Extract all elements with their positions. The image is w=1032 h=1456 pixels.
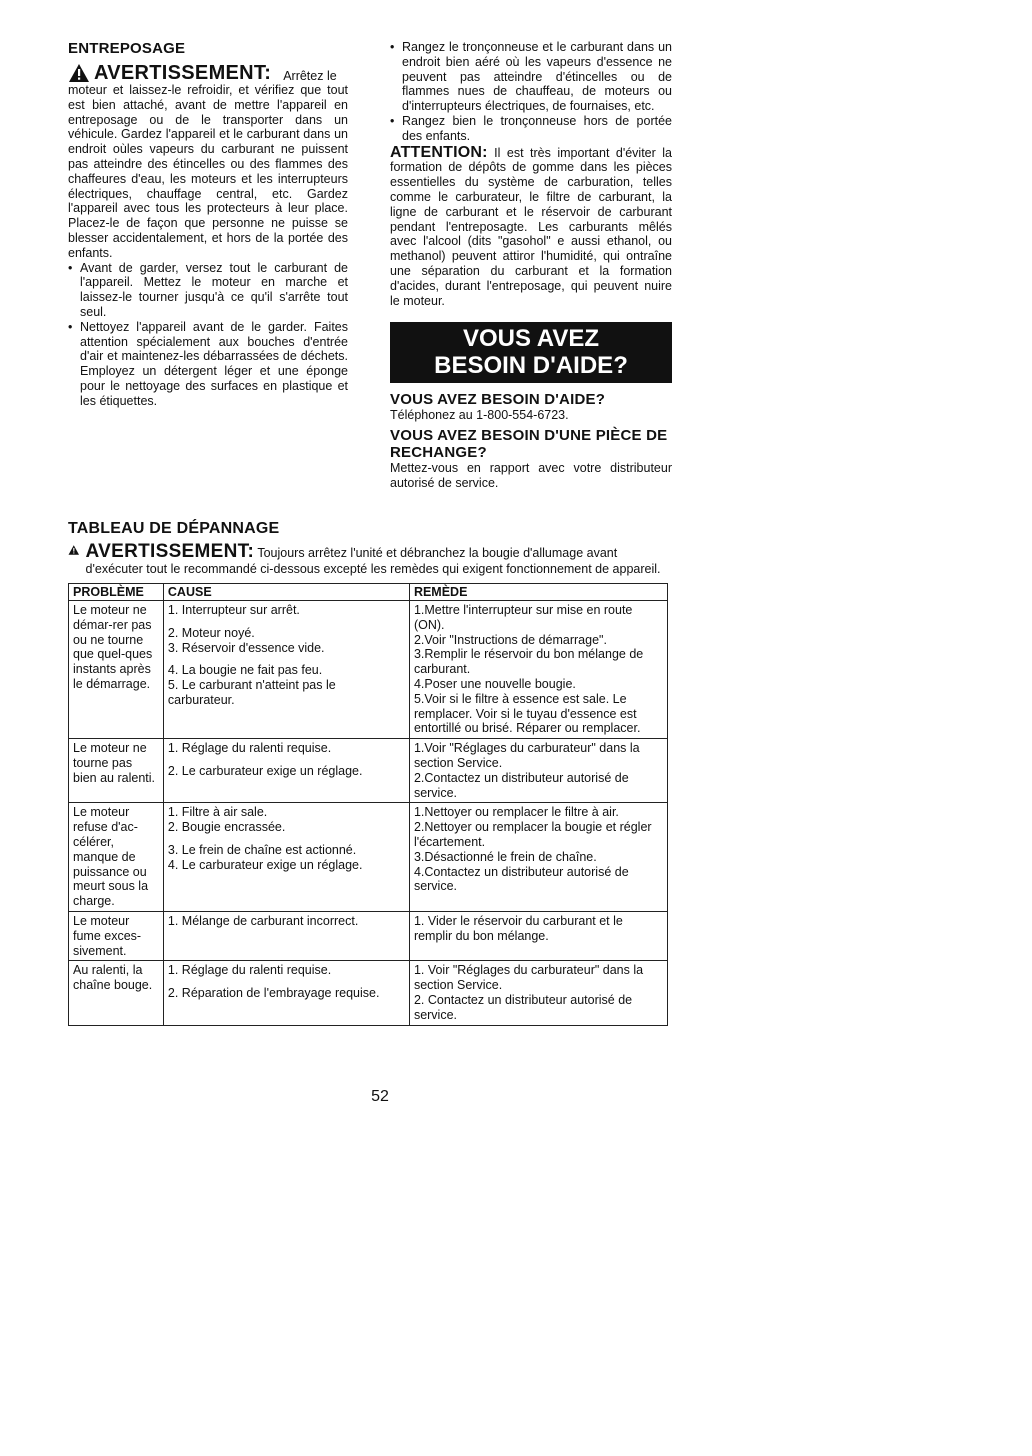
remedy-cell [409, 803, 667, 912]
help-phone: Téléphonez au 1-800-554-6723. [390, 408, 569, 423]
troubleshooting-warning [68, 542, 668, 577]
cause-item: 3. Le frein de chaîne est actionné. [167, 842, 357, 857]
troubleshooting-warning-text: Toujours arrêtez l'unité et débranchez la bougie d'allumage avant d'exécuter tout le recommandé ci-dessous excepté les remèdes qui exigent fonctionnement de appareil. [85, 546, 661, 576]
right-bullet: • Rangez bien le tronçonneuse hors de portée des enfants. [390, 114, 672, 144]
parts-text: Mettez-vous en rapport avec votre distributeur autorisé de service. [390, 461, 672, 490]
troubleshooting-table [68, 583, 668, 1026]
table-row [69, 961, 668, 1025]
remedy-item: 3.Remplir le réservoir du bon mélange de carburant. [413, 647, 644, 677]
cause-item: 2. Le carburateur exige un réglage. [167, 763, 363, 778]
problem-cell: Le moteur ne démar-rer pas ou ne tourne que quel-ques instants après le démarrage. [69, 601, 164, 739]
warning-triangle-icon [68, 540, 80, 560]
right-column [390, 40, 672, 495]
cause-item: 1. Mélange de carburant incorrect. [167, 913, 359, 928]
remedy-item: 1.Mettre l'interrupteur sur mise en route (ON). [413, 603, 633, 632]
storage-warning-start: Arrêtez le [283, 69, 337, 83]
storage-warning-text: moteur et laissez-le refroidir, et vérifiez que tout est bien attaché, avant de mettre l'appareil en entreposage ou de le transporter dans un véhicule. Gardez l'appareil et le carburant dans un endroit oùles vapeurs du carburant ne puissent pas atteindre des étincelles ou des flammes des chaffeures d'eau, les moteurs et les interrupteurs électriques, chauffage central, etc. Gardez l'appareil avec tous les protecteurs à leur place. Placez-le de façon que personne ne puisse se blesser accidentalement, et hors de la portée des enfants. [68, 83, 348, 260]
cause-item: 1. Filtre à air sale. [167, 805, 268, 820]
header-remedy: REMÈDE [409, 584, 667, 601]
attention-text: Il est très important d'éviter la formation de dépôts de gomme dans les pièces essentielles du système de carburation, telles comme le carburateur, le filtre de carburant, la ligne de carburant et le réservoir de carburant pendant l'entreposagte. Les carburants mêlés avec l'alcool (dits "gasohol" e aussi ethanol, ou methanol) peuvent attiror l'humidité, qui ontraîne une séparation du carburant et la formation d'acides, durant l'entreposage, qui peuvent nuire le moteur. [390, 145, 672, 308]
cause-item: 2. Réparation de l'embrayage requise. [167, 986, 380, 1001]
remedy-cell [409, 911, 667, 960]
storage-title: ENTREPOSAGE [68, 40, 186, 57]
cause-item: 5. Le carburant n'atteint pas le carburateur. [167, 678, 336, 707]
remedy-cell [409, 961, 667, 1025]
cause-item: 1. Réglage du ralenti requise. [167, 963, 332, 978]
cause-item: 4. La bougie ne fait pas feu. [167, 663, 323, 678]
storage-bullets [68, 261, 348, 409]
attention-paragraph [390, 143, 672, 309]
remedy-item: 4.Contactez un distributeur autorisé de service. [413, 864, 629, 894]
remedy-item: 1.Voir "Réglages du carburateur" dans la section Service. [413, 741, 640, 770]
storage-bullet: • Avant de garder, versez tout le carburant de l'appareil. Mettez le moteur en marche et laissez-le tourner jusqu'à ce qu'il s'arrête tout seul. [68, 261, 348, 320]
cause-cell [163, 961, 409, 1025]
troubleshooting-section [68, 520, 668, 1026]
header-cause: CAUSE [163, 584, 409, 601]
table-row [69, 739, 668, 803]
problem-cell: Au ralenti, la chaîne bouge. [69, 961, 164, 1025]
troubleshooting-warning-word: AVERTISSEMENT: [85, 541, 255, 562]
storage-warning-line [68, 63, 348, 83]
cause-item: 2. Bougie encrassée. [167, 820, 286, 835]
cause-cell [163, 739, 409, 803]
table-row [69, 911, 668, 960]
storage-bullet: • Nettoyez l'appareil avant de le garder. Faites attention spécialement aux bouches d'entrée d'air et maintenez-les débarrassées de déchets. Employez un détergent léger et une éponge pour le nettoyage des surfaces en plastique et les étiquettes. [68, 320, 348, 409]
page-number: 52 [371, 1088, 389, 1105]
cause-item: 1. Réglage du ralenti requise. [167, 741, 332, 756]
remedy-item: 2. Contactez un distributeur autorisé de service. [413, 992, 633, 1022]
help-banner [390, 322, 672, 383]
remedy-cell [409, 739, 667, 803]
table-row [69, 803, 668, 912]
table-header-row [69, 584, 668, 601]
right-bullet: • Rangez le tronçonneuse et le carburant dans un endroit bien aéré où les vapeurs d'essence ne peuvent pas atteindre d'étincelles ou de flammes nues de chauffeau, de moteurs ou d'interrupteurs électriques, de fournaises, etc. [390, 40, 672, 114]
cause-cell [163, 911, 409, 960]
cause-cell [163, 601, 409, 739]
cause-item: 4. Le carburateur exige un réglage. [167, 857, 363, 872]
troubleshooting-title: TABLEAU DE DÉPANNAGE [68, 520, 280, 537]
storage-warning-word: AVERTISSEMENT: [94, 62, 272, 84]
remedy-item: 2.Voir "Instructions de démarrage". [413, 632, 607, 647]
cause-item: 3. Réservoir d'essence vide. [167, 640, 325, 655]
storage-section [68, 40, 348, 409]
remedy-item: 4.Poser une nouvelle bougie. [413, 676, 576, 691]
cause-item: 1. Interrupteur sur arrêt. [167, 603, 300, 617]
remedy-item: 2.Nettoyer ou remplacer la bougie et régler l'écartement. [413, 820, 652, 849]
remedy-cell [409, 601, 667, 739]
remedy-item: 2.Contactez un distributeur autorisé de service. [413, 770, 629, 800]
help-banner-line2: BESOIN D'AIDE? [434, 352, 628, 380]
warning-triangle-icon [68, 63, 90, 83]
right-bullets [390, 40, 672, 144]
remedy-item: 1.Nettoyer ou remplacer le filtre à air. [413, 805, 619, 820]
remedy-item: 1. Vider le réservoir du carburant et le remplir du bon mélange. [413, 913, 623, 943]
help-banner-line1: VOUS AVEZ [462, 325, 600, 353]
table-row [69, 601, 668, 739]
attention-word: ATTENTION: [390, 143, 488, 161]
parts-heading: VOUS AVEZ BESOIN D'UNE PIÈCE DE RECHANGE? [390, 427, 668, 462]
remedy-item: 3.Désactionné le frein de chaîne. [413, 849, 597, 864]
help-heading: VOUS AVEZ BESOIN D'AIDE? [390, 391, 606, 409]
problem-cell: Le moteur refuse d'ac-célérer, manque de puissance ou meurt sous la charge. [69, 803, 164, 912]
cause-item: 2. Moteur noyé. [167, 625, 255, 640]
cause-cell [163, 803, 409, 912]
header-problem: PROBLÈME [69, 584, 164, 601]
remedy-item: 5.Voir si le filtre à essence est sale. Le remplacer. Voir si le tuyau d'essence est entortillé ou brisé. Réparer ou remplacer. [413, 691, 641, 736]
problem-cell: Le moteur fume exces-sivement. [69, 911, 164, 960]
problem-cell: Le moteur ne tourne pas bien au ralenti. [69, 739, 164, 803]
remedy-item: 1. Voir "Réglages du carburateur" dans la section Service. [413, 963, 644, 993]
